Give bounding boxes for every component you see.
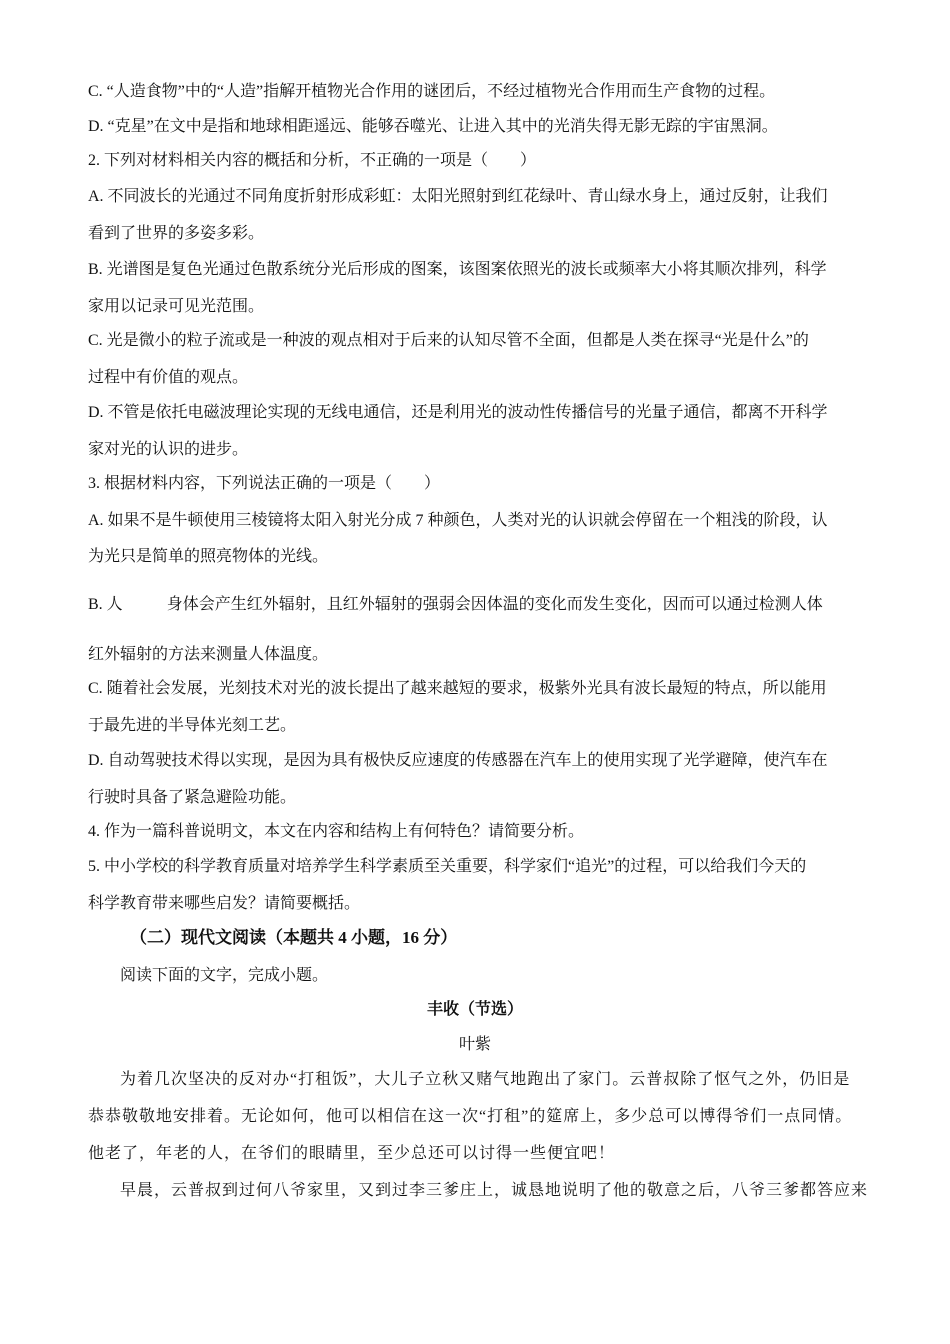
story-author: 叶紫	[458, 1036, 491, 1053]
q3-option-b-prefix: B. 人	[88, 596, 123, 613]
q3-option-c-line1: C. 随着社会发展，光刻技术对光的波长提出了越来越短的要求，极紫外光具有波长最短的特点，所以能用	[88, 680, 827, 697]
story-paragraph1-line3: 他老了，年老的人，在爷们的眼睛里，至少总还可以讨得一些便宜吧！	[88, 1145, 616, 1162]
q1-option-c: C. “人造食物”中的“人造”指解开植物光合作用的谜团后，不经过植物光合作用而生产食物的过程。	[88, 83, 776, 100]
q2-option-a-line2: 看到了世界的多姿多彩。	[88, 225, 265, 242]
section-heading: （二）现代文阅读（本题共 4 小题，16 分）	[130, 928, 458, 947]
q2-stem: 2. 下列对材料相关内容的概括和分析，不正确的一项是（ ）	[88, 152, 537, 169]
q2-option-d-line1: D. 不管是依托电磁波理论实现的无线电通信，还是利用光的波动性传播信号的光量子通信，都离不开科学	[88, 404, 828, 421]
q1-option-d: D. “克星”在文中是指和地球相距遥远、能够吞噬光、让进入其中的光消失得无影无踪的宇宙黑洞。	[88, 118, 778, 135]
q3-option-b-line1	[88, 595, 823, 615]
q3-option-d-line1: D. 自动驾驶技术得以实现，是因为具有极快反应速度的传感器在汽车上的使用实现了光学避障，使汽车在	[88, 752, 828, 769]
q3-option-b-line2: 红外辐射的方法来测量人体温度。	[88, 646, 329, 663]
q4-stem: 4. 作为一篇科普说明文，本文在内容和结构上有何特色？请简要分析。	[88, 823, 585, 840]
story-title: 丰收（节选）	[426, 1001, 523, 1018]
q3-option-b-text: 身体会产生红外辐射，且红外辐射的强弱会因体温的变化而发生变化，因而可以通过检测人体	[166, 596, 823, 613]
story-paragraph1-line1: 为着几次坚决的反对办“打租饭”，大儿子立秋又赌气地跑出了家门。云普叔除了怄气之外，仍旧是	[120, 1071, 851, 1088]
q2-option-d-line2: 家对光的认识的进步。	[88, 441, 249, 458]
q3-stem: 3. 根据材料内容，下列说法正确的一项是（ ）	[88, 475, 441, 492]
story-paragraph1-line2: 恭恭敬敬地安排着。无论如何，他可以相信在这一次“打租”的筵席上，多少总可以博得爷们一点同情。	[88, 1108, 853, 1125]
q2-option-c-line1: C. 光是微小的粒子流或是一种波的观点相对于后来的认知尽管不全面，但都是人类在探寻“光是什么”的	[88, 332, 809, 349]
q3-option-d-line2: 行驶时具备了紧急避险功能。	[88, 789, 297, 806]
q2-option-b-line2: 家用以记录可见光范围。	[88, 298, 265, 315]
q2-option-c-line2: 过程中有价值的观点。	[88, 369, 249, 386]
q2-option-a-line1: A. 不同波长的光通过不同角度折射形成彩虹：太阳光照射到红花绿叶、青山绿水身上，通过反射，让我们	[88, 188, 828, 205]
q3-option-a-line2: 为光只是简单的照亮物体的光线。	[88, 548, 329, 565]
q3-option-c-line2: 于最先进的半导体光刻工艺。	[88, 717, 297, 734]
story-paragraph2-line1: 早晨，云普叔到过何八爷家里，又到过李三爹庄上，诚恳地说明了他的敬意之后，八爷三爹都答应来	[120, 1182, 869, 1199]
q3-option-a-line1: A. 如果不是牛顿使用三棱镜将太阳入射光分成 7 种颜色，人类对光的认识就会停留在一个粗浅的阶段，认	[88, 512, 828, 529]
reading-instruction: 阅读下面的文字，完成小题。	[120, 967, 329, 984]
q5-line2: 科学教育带来哪些启发？请简要概括。	[88, 895, 361, 912]
q2-option-b-line1: B. 光谱图是复色光通过色散系统分光后形成的图案，该图案依照光的波长或频率大小将其顺次排列，科学	[88, 261, 827, 278]
q5-line1: 5. 中小学校的科学教育质量对培养学生科学素质至关重要，科学家们“追光”的过程，可以给我们今天的	[88, 858, 807, 875]
